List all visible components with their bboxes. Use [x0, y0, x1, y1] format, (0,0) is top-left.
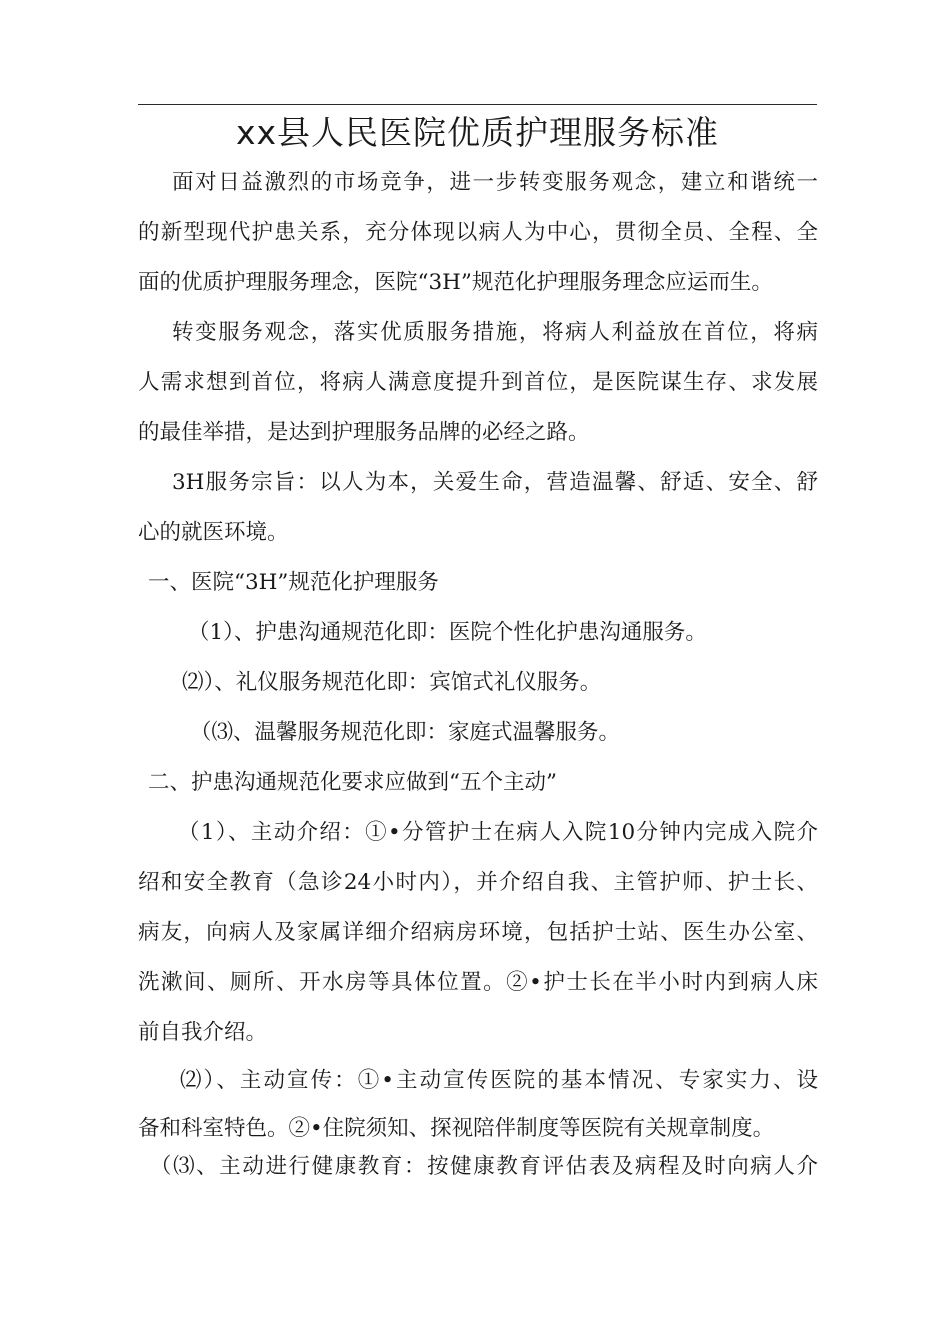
list-item: ⑵）、礼仪服务规范化即：宾馆式礼仪服务。	[182, 670, 602, 695]
paragraph-line: 的新型现代护患关系，充分体现以病人为中心，贯彻全员、全程、全	[138, 220, 818, 245]
paragraph-line: 3H服务宗旨：以人为本，关爱生命，营造温馨、舒适、安全、舒	[172, 470, 818, 495]
paragraph-line: 绍和安全教育（急诊24小时内），并介绍自我、主管护师、护士长、	[138, 870, 818, 895]
paragraph-line: （⑶、主动进行健康教育：按健康教育评估表及病程及时向病人介	[150, 1154, 818, 1179]
section-heading: 二、护患沟通规范化要求应做到“五个主动”	[148, 770, 557, 795]
paragraph-line: ⑵）、主动宣传：①•主动宣传医院的基本情况、专家实力、设	[180, 1068, 818, 1093]
paragraph-line: 面对日益激烈的市场竞争，进一步转变服务观念，建立和谐统一	[172, 170, 818, 195]
paragraph-line: 面的优质护理服务理念，医院“3H”规范化护理服务理念应运而生。	[138, 270, 773, 295]
document-title: xx县人民医院优质护理服务标准	[235, 113, 720, 152]
paragraph-line: 洗漱间、厕所、开水房等具体位置。②•护士长在半小时内到病人床	[138, 970, 818, 995]
paragraph-line: 心的就医环境。	[138, 520, 289, 545]
list-item: （⑶、温馨服务规范化即：家庭式温馨服务。	[190, 720, 621, 745]
paragraph-line: 的最佳举措，是达到护理服务品牌的必经之路。	[138, 420, 590, 445]
paragraph-line: 人需求想到首位，将病人满意度提升到首位，是医院谋生存、求发展	[138, 370, 818, 395]
paragraph-line: （1）、主动介绍：①•分管护士在病人入院10分钟内完成入院介	[178, 820, 818, 845]
header-rule	[138, 104, 817, 105]
paragraph-line: 备和科室特色。②•住院须知、探视陪伴制度等医院有关规章制度。	[138, 1116, 775, 1141]
list-item: （1）、护患沟通规范化即：医院个性化护患沟通服务。	[188, 620, 707, 645]
paragraph-line: 前自我介绍。	[138, 1020, 268, 1045]
paragraph-line: 病友，向病人及家属详细介绍病房环境，包括护士站、医生办公室、	[138, 920, 818, 945]
paragraph-line: 转变服务观念，落实优质服务措施，将病人利益放在首位，将病	[172, 320, 818, 345]
section-heading: 一、医院“3H”规范化护理服务	[148, 570, 439, 595]
